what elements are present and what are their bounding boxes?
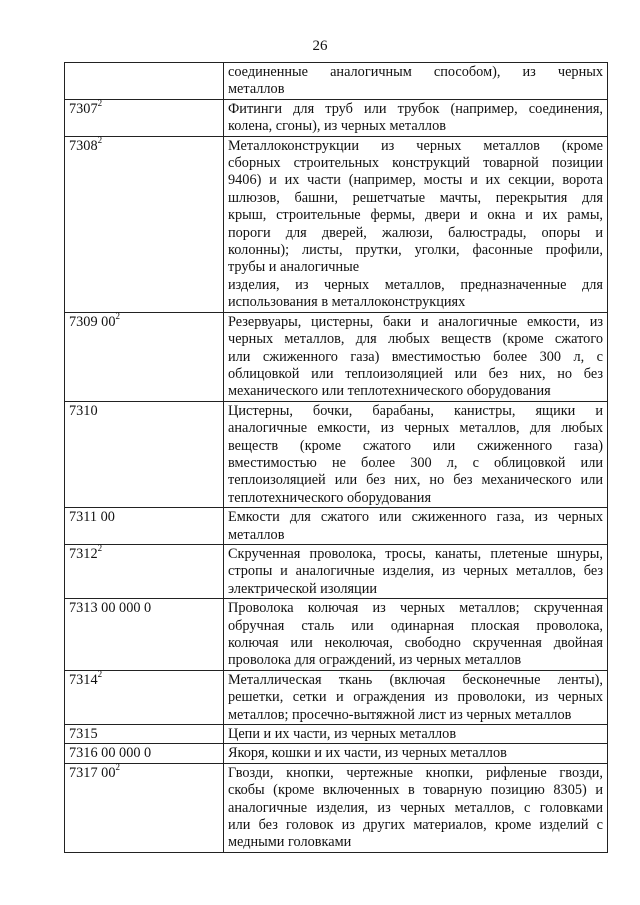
description-line: колонны); листы, прутки, уголки, фасонные профили, bbox=[228, 242, 603, 259]
description-line: изделия, из черных металлов, предназначенные для bbox=[228, 276, 603, 293]
row-description bbox=[224, 544, 608, 598]
description-line: стропы и аналогичные изделия, из черных металлов, без bbox=[228, 563, 603, 580]
row-code bbox=[65, 670, 224, 724]
description-line: облицовкой или теплоизоляцией или без них, но без bbox=[228, 365, 603, 382]
description-line: вместимостью не более 300 л, с облицовкой или bbox=[228, 454, 603, 471]
code-text: 7312 bbox=[69, 545, 98, 562]
description-line: или без головок из других материалов, кроме изделий с bbox=[228, 817, 603, 834]
row-code bbox=[65, 763, 224, 852]
row-description bbox=[224, 670, 608, 724]
table-row bbox=[65, 670, 608, 724]
row-code bbox=[65, 136, 224, 312]
page-number: 26 bbox=[312, 38, 328, 54]
description-line: Металлическая ткань (включая бесконечные ленты), bbox=[228, 671, 603, 688]
row-code bbox=[65, 63, 224, 100]
code-text: 7314 bbox=[69, 671, 98, 688]
description-line: медными головками bbox=[228, 834, 352, 851]
row-description bbox=[224, 744, 608, 763]
code-text: 7307 bbox=[69, 100, 98, 117]
description-line: Металлоконструкции из черных металлов (кроме bbox=[228, 137, 603, 154]
table-row bbox=[65, 312, 608, 401]
code-text: 7310 bbox=[69, 402, 98, 419]
description-line: Емкости для сжатого или сжиженного газа, из черных bbox=[228, 509, 603, 526]
table-row bbox=[65, 508, 608, 545]
table-body bbox=[65, 63, 608, 853]
code-text: 7313 00 000 0 bbox=[69, 600, 152, 617]
description-line: решетки, сетки и ограждения из проволоки, из черных bbox=[228, 689, 603, 706]
row-code bbox=[65, 599, 224, 671]
footnote-marker: 2 bbox=[97, 134, 103, 145]
description-line: аналогичные изделия, из черных металлов, с головками bbox=[228, 799, 603, 816]
description-line: теплотехнического оборудования bbox=[228, 489, 432, 506]
row-code bbox=[65, 508, 224, 545]
description-line: электрической изоляции bbox=[228, 580, 378, 597]
row-code bbox=[65, 725, 224, 744]
description-line: веществ (кроме сжатого или сжиженного газа) bbox=[228, 437, 603, 454]
row-description bbox=[224, 99, 608, 136]
footnote-marker: 2 bbox=[97, 543, 103, 554]
table-row bbox=[65, 63, 608, 100]
footnote-marker: 2 bbox=[115, 310, 120, 321]
table-row bbox=[65, 401, 608, 507]
row-code bbox=[65, 401, 224, 507]
description-line: обручная сталь или одинарная плоская проволока, bbox=[228, 617, 603, 634]
description-line: аналогичные емкости, из черных металлов, для любых bbox=[228, 420, 603, 437]
description-line: проволока для ограждений, из черных металлов bbox=[228, 652, 522, 669]
row-code bbox=[65, 744, 224, 763]
table-row bbox=[65, 763, 608, 852]
row-code bbox=[65, 99, 224, 136]
table-row bbox=[65, 136, 608, 312]
row-description bbox=[224, 725, 608, 744]
description-line: соединенные аналогичным способом), из черных bbox=[228, 64, 603, 80]
description-line: Проволока колючая из черных металлов; скрученная bbox=[228, 600, 603, 617]
row-description bbox=[224, 763, 608, 852]
code-text: 7315 bbox=[69, 726, 98, 743]
footnote-marker: 2 bbox=[97, 669, 103, 680]
description-line: использования в металлоконструкциях bbox=[228, 294, 466, 311]
description-line: черных металлов, для любых веществ (кроме сжатого bbox=[228, 331, 603, 348]
description-line: Цистерны, бочки, барабаны, канистры, ящики и bbox=[228, 402, 603, 419]
code-text: 7317 00 bbox=[69, 764, 116, 781]
row-code bbox=[65, 544, 224, 598]
description-line: металлов bbox=[228, 526, 285, 543]
description-line: шлюзов, башни, решетчатые мачты, перекрытия для bbox=[228, 189, 603, 206]
description-line: 9406) и их части (например, мосты и их секции, ворота bbox=[228, 172, 603, 189]
description-line: колючая или неколючая, свободно скрученная двойная bbox=[228, 635, 603, 651]
footnote-marker: 2 bbox=[97, 98, 103, 109]
row-description bbox=[224, 312, 608, 401]
table-row bbox=[65, 744, 608, 763]
description-line: колена, сгоны), из черных металлов bbox=[228, 118, 446, 135]
row-description bbox=[224, 508, 608, 545]
description-line: теплоизоляцией или без них, но без механического или bbox=[228, 472, 603, 489]
code-text: 7309 00 bbox=[69, 313, 116, 330]
code-text: 7311 00 bbox=[69, 509, 115, 526]
description-line: Якоря, кошки и их части, из черных металлов bbox=[228, 745, 507, 762]
row-description bbox=[224, 401, 608, 507]
table-row bbox=[65, 725, 608, 744]
description-line: Резервуары, цистерны, баки и аналогичные емкости, из bbox=[228, 313, 603, 330]
table-row bbox=[65, 99, 608, 136]
description-line: Цепи и их части, из черных металлов bbox=[228, 726, 457, 743]
table-row bbox=[65, 599, 608, 671]
description-line: скобы (кроме включенных в товарную позицию 8305) и bbox=[228, 782, 603, 799]
table-row bbox=[65, 544, 608, 598]
description-line: или сжиженного газа) вместимостью более 300 л, с bbox=[228, 348, 603, 365]
row-code bbox=[65, 312, 224, 401]
footnote-marker: 2 bbox=[115, 762, 120, 773]
code-text: 7316 00 000 0 bbox=[69, 745, 152, 762]
description-line: металлов bbox=[228, 81, 285, 98]
description-line: Скрученная проволока, тросы, канаты, плетеные шнуры, bbox=[228, 545, 603, 562]
description-line: металлов; просечно-вытяжной лист из черных металлов bbox=[228, 706, 572, 723]
row-description bbox=[224, 599, 608, 671]
description-line: крыш, строительные фермы, двери и окна и их рамы, bbox=[228, 207, 603, 224]
description-line: Гвозди, кнопки, чертежные кнопки, рифленые гвозди, bbox=[228, 764, 603, 781]
row-description bbox=[224, 136, 608, 312]
description-line: сборных строительных конструкций товарной позиции bbox=[228, 155, 603, 172]
code-text: 7308 bbox=[69, 137, 98, 154]
description-line: механического или теплотехнического оборудования bbox=[228, 383, 551, 400]
description-line: Фитинги для труб или трубок (например, соединения, bbox=[228, 100, 603, 117]
tariff-code-table bbox=[64, 62, 608, 853]
description-line: трубы и аналогичные bbox=[228, 259, 360, 276]
row-description bbox=[224, 63, 608, 100]
description-line: пороги для дверей, жалюзи, балюстрады, опоры и bbox=[228, 224, 603, 241]
